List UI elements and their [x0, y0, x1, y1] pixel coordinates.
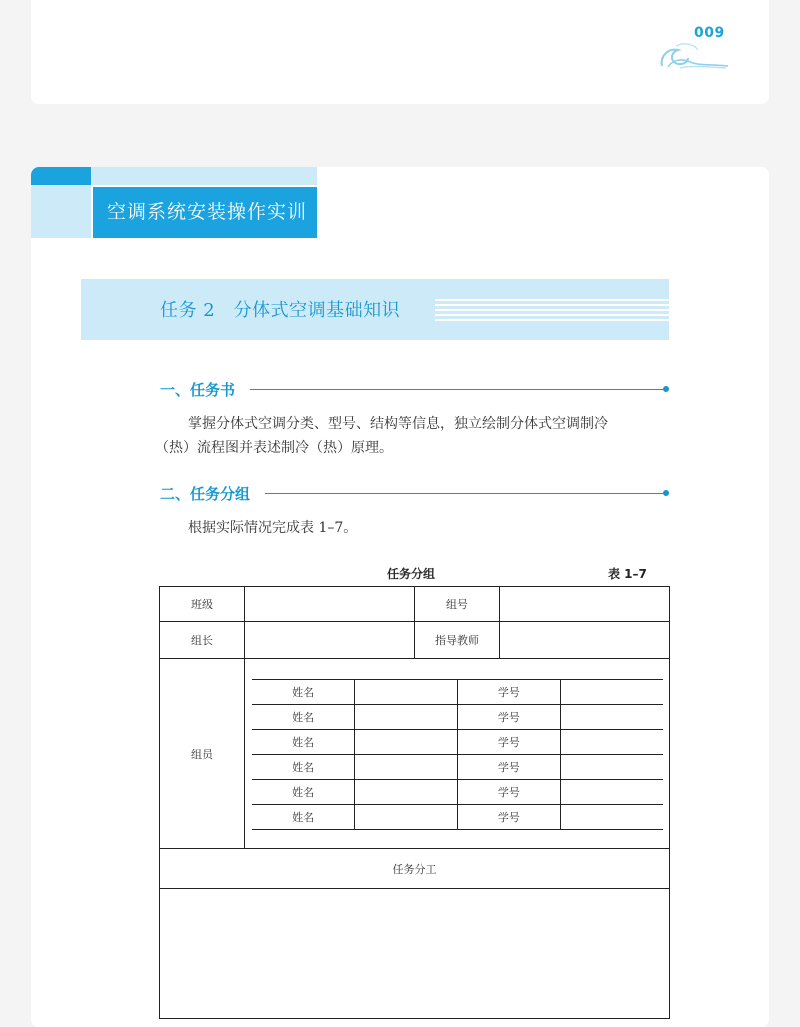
student-id-label: 学号: [458, 730, 561, 755]
class-field[interactable]: [245, 587, 415, 622]
group-number-label: 组号: [415, 587, 500, 622]
table-caption: 任务分组: [387, 567, 436, 581]
name-label: 姓名: [252, 780, 355, 805]
members-label: 组员: [160, 659, 245, 849]
student-id-field[interactable]: [560, 755, 663, 780]
student-id-label: 学号: [458, 680, 561, 705]
header-block: [31, 185, 91, 238]
teacher-label: 指导教师: [415, 622, 500, 659]
student-id-field[interactable]: [560, 680, 663, 705]
leader-field[interactable]: [245, 622, 415, 659]
section-dot: [663, 386, 669, 392]
student-id-field[interactable]: [560, 705, 663, 730]
member-row: [252, 780, 663, 805]
member-row: [252, 755, 663, 780]
section-title-task-book: 一、任务书: [160, 381, 236, 399]
name-label: 姓名: [252, 705, 355, 730]
name-field[interactable]: [355, 730, 458, 755]
section-title-grouping: 二、任务分组: [160, 485, 251, 503]
task-division-field[interactable]: [160, 889, 670, 1019]
leader-label: 组长: [160, 622, 245, 659]
name-label: 姓名: [252, 805, 355, 830]
task-book-line-1: 掌握分体式空调分类、型号、结构等信息，独立绘制分体式空调制冷: [188, 416, 608, 432]
name-label: 姓名: [252, 755, 355, 780]
name-field[interactable]: [355, 680, 458, 705]
section-rule: [250, 389, 664, 390]
name-label: 姓名: [252, 680, 355, 705]
member-row: [252, 705, 663, 730]
student-id-field[interactable]: [560, 805, 663, 830]
member-row: [252, 805, 663, 830]
teacher-field[interactable]: [500, 622, 670, 659]
student-id-label: 学号: [458, 780, 561, 805]
task-division-label: 任务分工: [160, 849, 670, 889]
group-number-field[interactable]: [500, 587, 670, 622]
student-id-label: 学号: [458, 805, 561, 830]
name-label: 姓名: [252, 730, 355, 755]
student-id-field[interactable]: [560, 730, 663, 755]
task-book-line-2: （热）流程图并表述制冷（热）原理。: [155, 440, 393, 456]
name-field[interactable]: [355, 705, 458, 730]
student-id-field[interactable]: [560, 780, 663, 805]
members-table: [252, 679, 663, 830]
group-table: [159, 586, 670, 1019]
header-tab: [31, 167, 91, 185]
student-id-label: 学号: [458, 755, 561, 780]
table-number: 表 1–7: [608, 567, 647, 581]
name-field[interactable]: [355, 755, 458, 780]
class-label: 班级: [160, 587, 245, 622]
task-title: 任务 2 分体式空调基础知识: [160, 300, 401, 321]
members-cell: [245, 659, 670, 849]
student-id-label: 学号: [458, 705, 561, 730]
page-number: 009: [694, 25, 725, 41]
section-rule: [265, 493, 664, 494]
book-title: 空调系统安装操作实训: [93, 187, 317, 238]
member-row: [252, 730, 663, 755]
member-row: [252, 680, 663, 705]
name-field[interactable]: [355, 805, 458, 830]
section-dot: [663, 490, 669, 496]
name-field[interactable]: [355, 780, 458, 805]
wave-icon: [658, 40, 730, 70]
grouping-instruction: 根据实际情况完成表 1–7。: [188, 520, 358, 536]
decorative-lines: [435, 299, 669, 325]
header-strip: [91, 167, 317, 185]
